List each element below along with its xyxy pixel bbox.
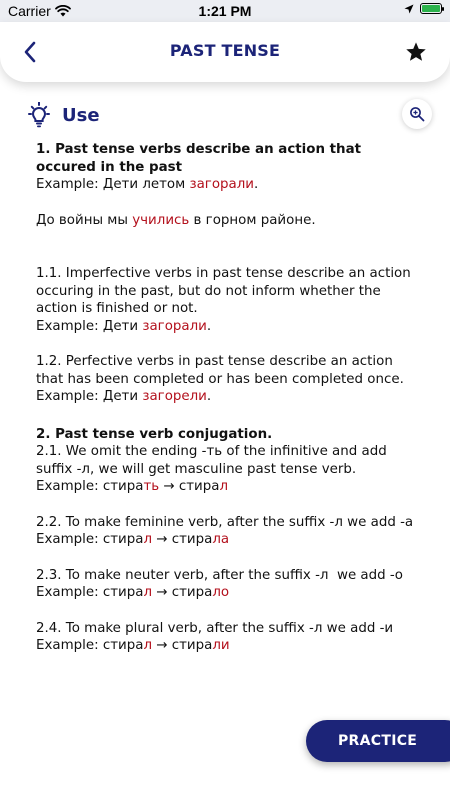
favorite-button[interactable] xyxy=(400,36,432,68)
highlighted-ending: л xyxy=(143,638,152,653)
arrow-icon: → xyxy=(152,585,172,600)
example-text: До войны мы xyxy=(36,212,133,228)
p11-text: 1.1. Imperfective verbs in past tense describe an action occuring in the past, but do not inform whether the action is finished or not. xyxy=(36,266,411,316)
example-text: стира xyxy=(171,585,213,600)
example-text: . xyxy=(206,318,212,334)
section-header xyxy=(28,102,100,128)
arrow-icon: → xyxy=(152,638,172,653)
lightbulb-icon xyxy=(28,102,50,128)
p24-example xyxy=(36,637,416,655)
p11-example xyxy=(36,318,416,336)
status-right xyxy=(404,3,442,14)
p21-text: 2.1. We omit the ending -ть of the infinitive and add suffix -л, we will get masculine past tense verb. xyxy=(36,444,387,477)
example-text: Example: Дети летом xyxy=(36,177,190,192)
p22-example xyxy=(36,531,416,549)
status-bar xyxy=(0,0,450,22)
example-text: Example: стира xyxy=(36,585,144,600)
arrow-icon: → xyxy=(159,479,179,494)
highlighted-ending: ть xyxy=(143,479,160,494)
example-text: Example: Дети xyxy=(36,318,143,334)
p12-example xyxy=(36,388,416,406)
p22-text: 2.2. To make feminine verb, after the suffix -л we add -а xyxy=(36,514,414,530)
highlighted-word: загорели xyxy=(142,389,207,404)
highlighted-ending: л xyxy=(143,532,152,547)
practice-button[interactable] xyxy=(306,720,450,762)
header-bar xyxy=(0,22,450,82)
practice-label: PRACTICE xyxy=(338,733,418,749)
highlighted-ending: л xyxy=(143,585,152,600)
highlighted-ending: ли xyxy=(212,638,230,653)
example-text: стира xyxy=(171,638,213,653)
p1b-example xyxy=(36,212,416,230)
example-text: стира xyxy=(178,479,220,494)
example-text: . xyxy=(206,389,212,404)
example-text: стира xyxy=(171,532,213,547)
example-text: Example: стира xyxy=(36,532,144,547)
example-text: Example: Дети xyxy=(36,389,143,404)
location-icon xyxy=(404,4,414,14)
battery-icon xyxy=(420,3,442,14)
p12-text: 1.2. Perfective verbs in past tense describe an action that has been completed or has been completed once. xyxy=(36,354,404,387)
example-text: . xyxy=(254,177,259,192)
p21-example xyxy=(36,478,416,496)
example-text: Example: стира xyxy=(36,479,144,494)
zoom-in-icon xyxy=(409,106,425,122)
carrier-label: Carrier xyxy=(8,3,51,19)
highlighted-ending: ло xyxy=(212,585,230,600)
p1-example xyxy=(36,176,416,194)
example-text: в горном районе. xyxy=(189,212,316,228)
highlighted-ending: ла xyxy=(212,532,230,547)
section-title: Use xyxy=(62,104,100,126)
p23-example xyxy=(36,584,416,602)
battery-fill xyxy=(422,5,440,12)
page-title: PAST TENSE xyxy=(169,41,281,60)
highlighted-word: загорали xyxy=(142,318,207,334)
status-time: 1:21 PM xyxy=(198,3,252,19)
highlighted-word: учились xyxy=(132,212,190,228)
star-icon xyxy=(405,41,427,63)
p2-heading: 2. Past tense verb conjugation. xyxy=(36,426,273,442)
p23-text: 2.3. To make neuter verb, after the suffix -л we add -о xyxy=(36,567,403,583)
zoom-button[interactable] xyxy=(402,99,432,129)
p24-text: 2.4. To make plural verb, after the suffix -л we add -и xyxy=(36,620,394,636)
p1-heading: 1. Past tense verbs describe an action that occured in the past xyxy=(36,142,362,175)
highlighted-word: загорали xyxy=(189,177,255,192)
arrow-icon: → xyxy=(152,532,172,547)
highlighted-ending: л xyxy=(219,479,229,494)
lesson-content xyxy=(36,141,416,655)
example-text: Example: стира xyxy=(36,638,144,653)
